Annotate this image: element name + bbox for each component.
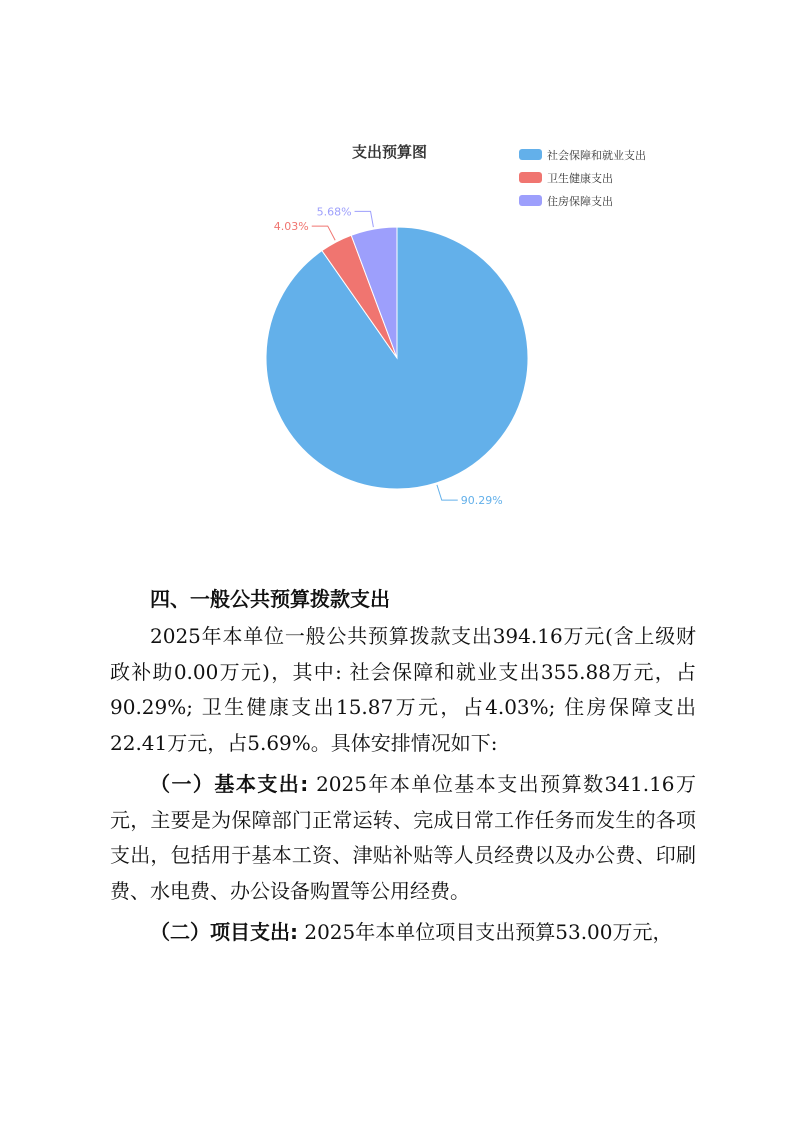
slice-label-health: 4.03% [273,220,309,234]
basic-expenditure-lead: （一）基本支出: [150,772,309,796]
document-body [110,582,696,951]
project-expenditure-lead: （二）项目支出: [150,920,298,944]
label-leader-health [312,226,335,240]
legend-swatch [519,172,542,183]
legend-item-health[interactable] [519,166,646,189]
project-expenditure-paragraph [110,915,696,951]
basic-expenditure-text: 2025年本单位基本支出预算数341.16万元，主要是为保障部门正常运转、完成日常工作任务而发生的各项支出，包括用于基本工资、津贴补贴等人员经费以及办公费、印刷费、水电费、办公设备购置等公用经费。 [110,772,696,903]
expenditure-paragraph: 2025年本单位一般公共预算拨款支出394.16万元(含上级财政补助0.00万元)，其中: 社会保障和就业支出355.88万元，占90.29%; 卫生健康支出15.87万元，占4.03%; 住房保障支出22.41万元，占5.69%。具体安排情况如下: [110,624,696,755]
legend-swatch [519,195,542,206]
basic-expenditure-paragraph [110,767,696,909]
slice-label-housing: 5.68% [316,205,352,219]
label-leader-housing [355,211,374,227]
project-expenditure-text: 2025年本单位项目支出预算53.00万元， [298,920,673,944]
legend-item-housing[interactable] [519,189,646,212]
legend-label: 卫生健康支出 [547,171,613,185]
legend-label: 住房保障支出 [547,194,613,208]
pie-chart-svg [0,0,793,540]
chart-legend [519,143,646,212]
legend-item-social-security[interactable] [519,143,646,166]
section-heading: 四、一般公共预算拨款支出 [150,587,390,611]
legend-label: 社会保障和就业支出 [547,148,646,162]
chart-title: 支出预算图 [352,143,428,161]
label-leader-social-security [437,485,458,500]
budget-pie-chart [0,0,793,540]
slice-label-social-security: 90.29% [460,494,503,508]
legend-swatch [519,149,542,160]
